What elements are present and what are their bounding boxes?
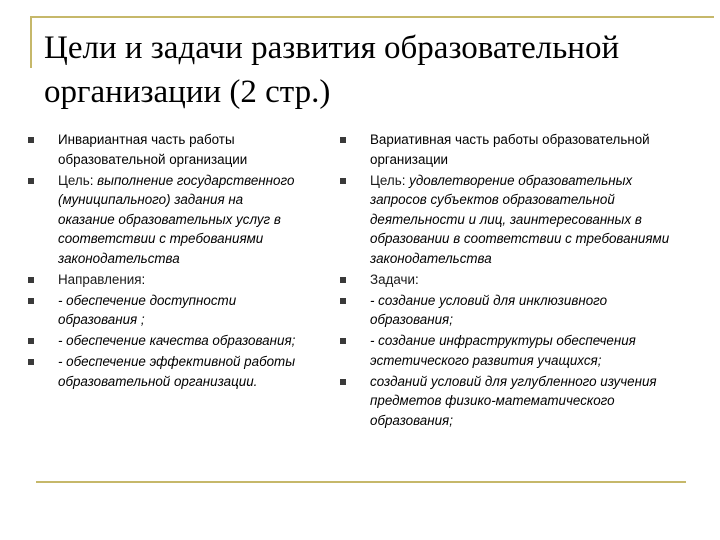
task-item: - создание инфраструктуры обеспечения эстетического развития учащихся; [370,333,636,368]
variative-heading: Вариативная часть работы образовательной организации [370,132,650,167]
direction-item: - обеспечение качества образования; [58,333,296,348]
directions-separator: : [141,271,146,287]
goal-separator: : [401,172,410,188]
task-item: созданий условий для углубленного изучения предметов физико-математического образования; [370,373,657,428]
invariant-heading: Инвариантная часть работы образовательной организации [58,132,248,167]
square-bullet-icon [340,298,346,304]
tasks-separator: : [414,271,419,287]
list-item [28,352,303,391]
square-bullet-icon [28,298,34,304]
goal-label: Цель [370,172,402,188]
square-bullet-icon [340,178,346,184]
tasks-label: Задачи [370,271,415,287]
directions-label: Направления [58,271,142,287]
list-item [28,270,303,290]
square-bullet-icon [28,338,34,344]
list-item [340,270,680,290]
goal-label: Цель [58,172,90,188]
list-item [340,331,680,370]
square-bullet-icon [28,178,34,184]
square-bullet-icon [340,277,346,283]
task-item: - создание условий для инклюзивного образования; [370,292,608,327]
list-item [340,130,680,169]
square-bullet-icon [340,379,346,385]
square-bullet-icon [28,137,34,143]
direction-item: - обеспечение доступности образования ; [58,292,237,327]
goal-text: выполнение государственного (муниципального) задания на оказание образовательных услуг в соответствии с требованиями законодательства [58,172,295,266]
square-bullet-icon [28,359,34,365]
square-bullet-icon [28,277,34,283]
slide-title: Цели и задачи развития образовательной организации (2 стр.) [44,30,620,110]
title-left-rule [30,16,32,68]
list-item [28,331,303,351]
list-item [340,372,680,431]
list-item [340,291,680,330]
square-bullet-icon [340,338,346,344]
list-item [340,171,680,269]
goal-separator: : [89,172,98,188]
title-top-rule [30,16,714,18]
square-bullet-icon [340,137,346,143]
right-column-list [340,130,680,432]
left-column-list [28,130,303,393]
list-item [28,171,303,269]
direction-item: - обеспечение эффективной работы образовательной организации. [58,354,296,389]
list-item [28,130,303,169]
bottom-rule [36,481,686,483]
goal-text: удовлетворение образовательных запросов субъектов образовательной деятельности и лиц, заинтересованных в образовании в соответствии с требованиями законодательства [370,172,670,266]
list-item [28,291,303,330]
